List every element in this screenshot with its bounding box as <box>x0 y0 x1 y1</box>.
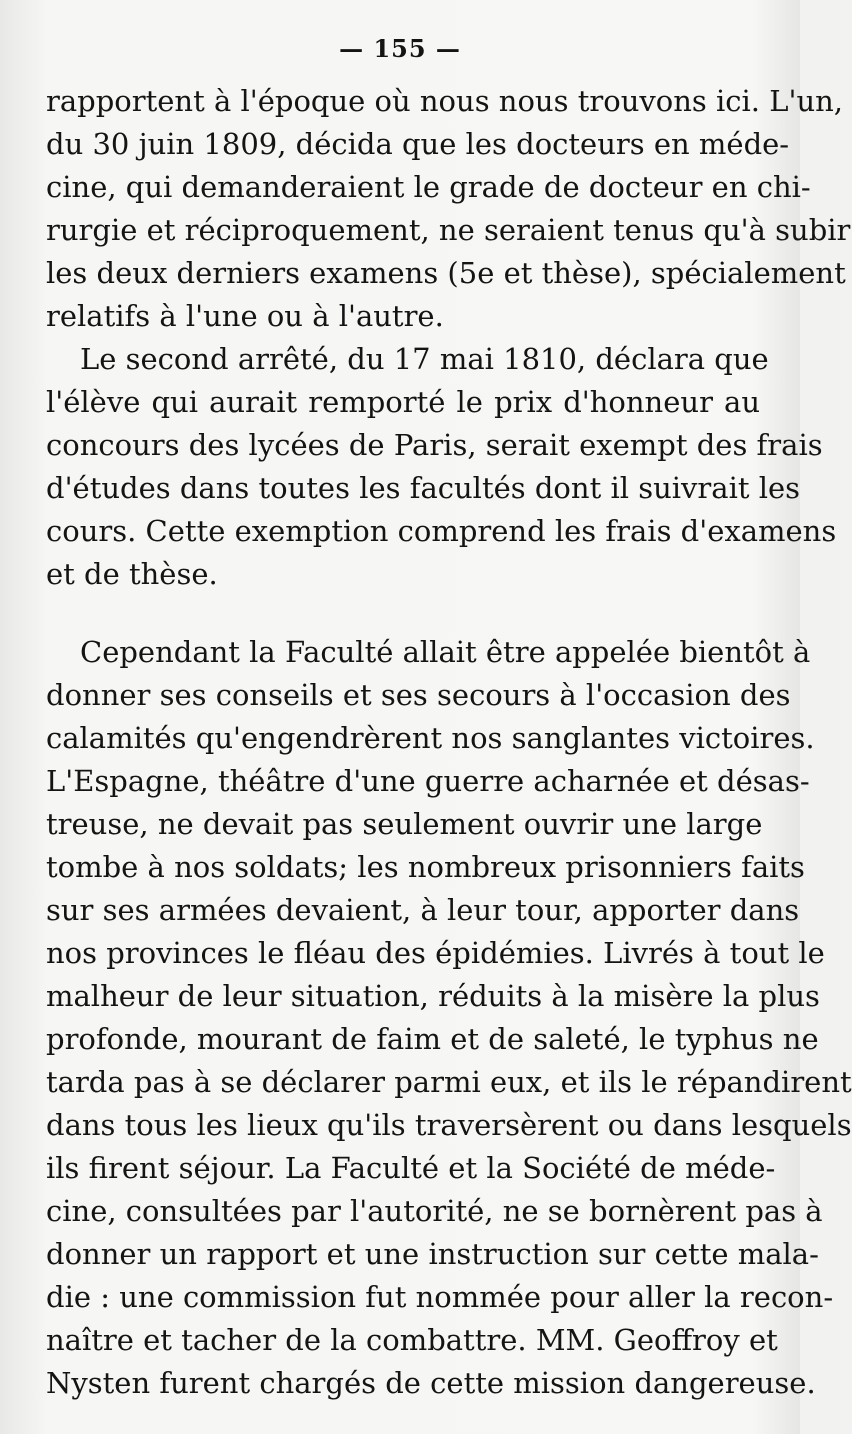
text-line: rapportent à l'époque où nous nous trouvons ici. L'un, <box>46 84 844 118</box>
text-line: du 30 juin 1809, décida que les docteurs en méde- <box>46 127 790 161</box>
text-line: ils firent séjour. La Faculté et la Société de méde- <box>46 1151 776 1185</box>
text-line: L'Espagne, théâtre d'une guerre acharnée et désas- <box>46 764 810 798</box>
text-line: sur ses armées devaient, à leur tour, apporter dans <box>46 893 800 927</box>
paragraph <box>46 631 852 1405</box>
text-line: calamités qu'engendrèrent nos sanglantes victoires. <box>46 721 815 755</box>
paragraph-gap <box>46 596 760 631</box>
text-line: cine, qui demanderaient le grade de docteur en chi- <box>46 170 811 204</box>
text-line: dans tous les lieux qu'ils traversèrent ou dans lesquels <box>46 1108 852 1142</box>
text-line: donner ses conseils et ses secours à l'occasion des <box>46 678 791 712</box>
text-line: cine, consultées par l'autorité, ne se bornèrent pas à <box>46 1194 823 1228</box>
text-line: tarda pas à se déclarer parmi eux, et ils le répandirent <box>46 1065 852 1099</box>
text-line: et de thèse. <box>46 557 218 591</box>
text-line: tombe à nos soldats; les nombreux prisonniers faits <box>46 850 805 884</box>
text-line: les deux derniers examens (5e et thèse), spécialement <box>46 256 846 290</box>
text-line: treuse, ne devait pas seulement ouvrir une large <box>46 807 763 841</box>
text-line: profonde, mourant de faim et de saleté, le typhus ne <box>46 1022 819 1056</box>
text-line: d'études dans toutes les facultés dont il suivrait les <box>46 471 801 505</box>
page-body <box>46 80 852 1405</box>
paragraph <box>46 80 851 338</box>
text-line: relatifs à l'une ou à l'autre. <box>46 299 444 333</box>
text-line: l'élève qui aurait remporté le prix d'honneur au <box>46 385 760 419</box>
page-number: — 155 — <box>339 34 461 63</box>
text-line: donner un rapport et une instruction sur cette mala- <box>46 1237 819 1271</box>
text-line: cours. Cette exemption comprend les frais d'examens <box>46 514 837 548</box>
text-line: concours des lycées de Paris, serait exempt des frais <box>46 428 823 462</box>
text-line: naître et tacher de la combattre. MM. Geoffroy et <box>46 1323 778 1357</box>
text-line: Nysten furent chargés de cette mission dangereuse. <box>46 1366 816 1400</box>
text-line: malheur de leur situation, réduits à la misère la plus <box>46 979 820 1013</box>
text-line: Le second arrêté, du 17 mai 1810, déclara que <box>80 342 769 376</box>
text-line: nos provinces le fléau des épidémies. Livrés à tout le <box>46 936 825 970</box>
text-line: die : une commission fut nommée pour aller la recon- <box>46 1280 834 1314</box>
text-line: rurgie et réciproquement, ne seraient tenus qu'à subir <box>46 213 851 247</box>
text-line: Cependant la Faculté allait être appelée bientôt à <box>80 635 811 669</box>
paragraph <box>46 338 837 596</box>
